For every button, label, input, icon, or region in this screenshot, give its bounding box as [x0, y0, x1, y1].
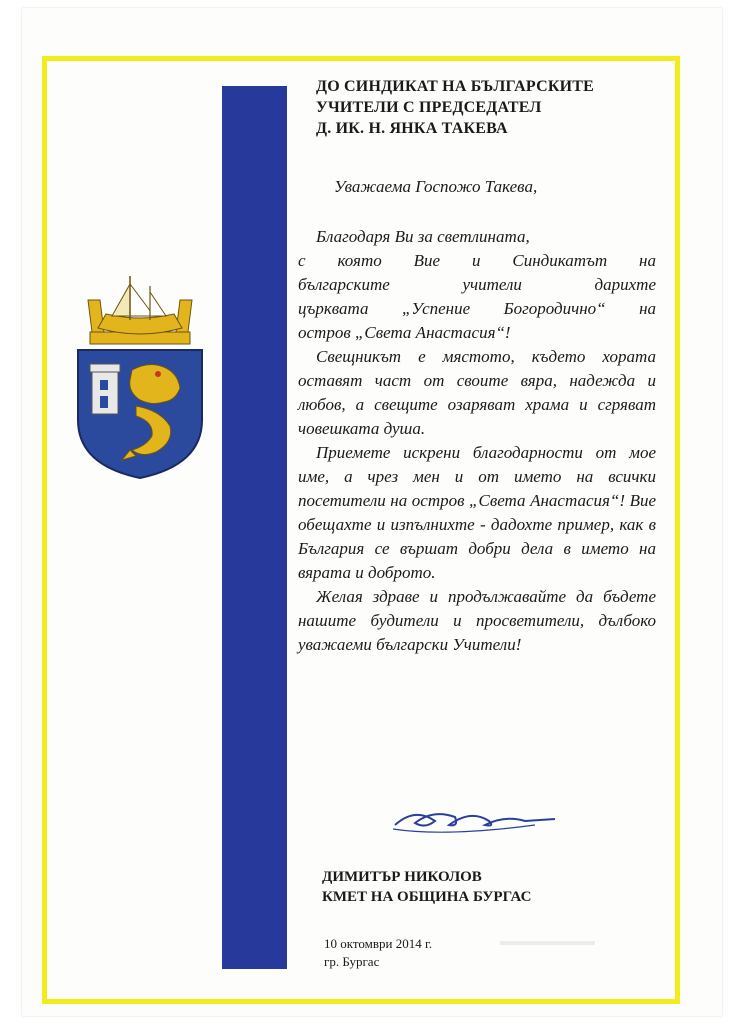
signature-icon — [385, 795, 565, 845]
paragraph-line: българските учители дарихте — [298, 275, 656, 294]
letter-body — [298, 225, 656, 657]
recipient-line: ДО СИНДИКАТ НА БЪЛГАРСКИТЕ — [316, 78, 595, 95]
paragraph: Свещникът е мястото, където хората оставят част от своите вяра, надежда и любов, а свещите озаряват храма и сгряват човешката душа. — [298, 347, 656, 438]
letter-place: гр. Бургас — [324, 954, 380, 969]
signer-name: ДИМИТЪР НИКОЛОВ — [322, 869, 482, 885]
recipient-line: Д. ИК. Н. ЯНКА ТАКЕВА — [316, 120, 508, 137]
paragraph-line: Благодаря Ви за светлината, — [316, 227, 530, 246]
salutation: Уважаема Госпожо Такева, — [334, 177, 538, 196]
date-place-block — [324, 935, 432, 971]
recipient-block — [316, 76, 661, 139]
letter-date: 10 октомври 2014 г. — [324, 936, 433, 951]
faint-show-through-mark — [500, 938, 595, 948]
coat-of-arms-icon — [70, 270, 210, 480]
paragraph-line: с която Вие и Синдикатът на — [298, 251, 656, 270]
signer-title: КМЕТ НА ОБЩИНА БУРГАС — [322, 889, 532, 905]
blue-vertical-bar — [222, 86, 287, 969]
paragraph-line: църквата „Успение Богородично“ на — [298, 299, 656, 318]
paragraph: Желая здраве и продължавайте да бъдете нашите будители и просветители, дълбоко уважаеми български Учители! — [298, 587, 656, 654]
recipient-line: УЧИТЕЛИ С ПРЕДСЕДАТЕЛ — [316, 99, 542, 116]
paragraph-line: остров „Света Анастасия“! — [298, 323, 511, 342]
signer-block — [322, 867, 531, 907]
paragraph: Приемете искрени благодарности от мое име, а чрез мен и от името на всички посетители на остров „Света Анастасия“! Вие обещахте и изпълнихте - дадохте пример, как в България се вършат добри дела в името на вярата и доброто. — [298, 443, 656, 582]
